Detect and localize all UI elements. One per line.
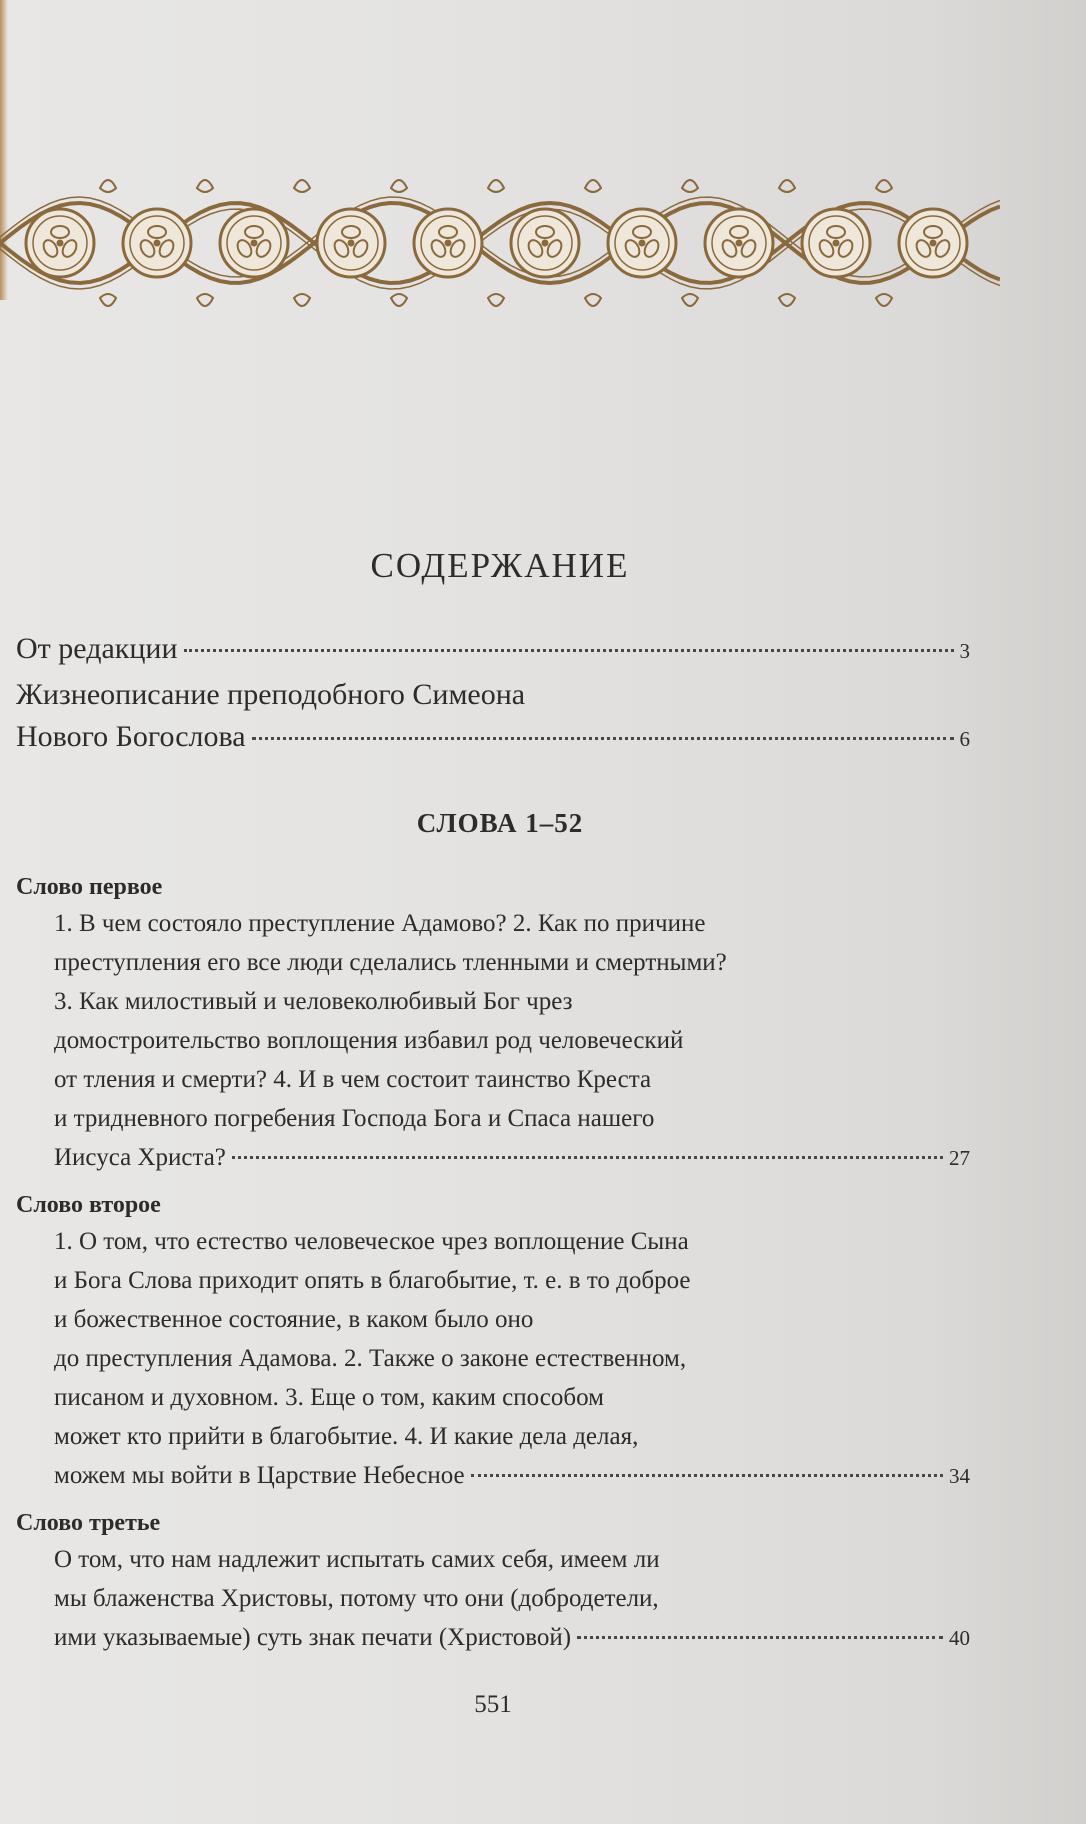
dot-leader xyxy=(577,1636,943,1639)
toc-page-number: 34 xyxy=(949,1464,970,1488)
slovo-summary-line: О том, что нам надлежит испытать самих себя, имеем ли xyxy=(54,1546,660,1573)
slovo-summary-line: преступления его все люди сделались тленными и смертными? xyxy=(54,949,727,976)
toc-page-number: 3 xyxy=(959,639,970,663)
page-title: СОДЕРЖАНИЕ xyxy=(370,546,630,585)
toc-entry-title: От редакции xyxy=(16,632,178,665)
slovo-summary-line: может кто прийти в благобытие. 4. И какие дела делая, xyxy=(54,1423,639,1450)
dot-leader xyxy=(252,737,954,740)
toc-entry-slovo-2 xyxy=(54,1462,970,1490)
slovo-summary-line: до преступления Адамова. 2. Также о законе естественном, xyxy=(54,1345,687,1372)
section-heading: СЛОВА 1–52 xyxy=(416,808,584,838)
dot-leader xyxy=(232,1156,943,1159)
slovo-summary-line: Иисуса Христа? xyxy=(54,1144,226,1171)
slovo-summary-line: 1. В чем состояло преступление Адамово? 2. Как по причине xyxy=(54,910,706,937)
slovo-summary-line: домостроительство воплощения избавил род человеческий xyxy=(54,1027,684,1054)
slovo-summary-line: 1. О том, что естество человеческое чрез воплощение Сына xyxy=(54,1228,689,1255)
toc-page-number: 27 xyxy=(949,1146,970,1170)
slovo-summary-line: ими указываемые) суть знак печати (Христовой) xyxy=(54,1624,572,1651)
slovo-summary-line: и тридневного погребения Господа Бога и Спаса нашего xyxy=(54,1105,655,1132)
slovo-summary-line: от тления и смерти? 4. И в чем состоит таинство Креста xyxy=(54,1066,652,1093)
slovo-summary-line: и божественное состояние, в каком было оно xyxy=(54,1306,534,1333)
slovo-summary-line: можем мы войти в Царствие Небесное xyxy=(54,1462,465,1489)
toc-entry-slovo-3 xyxy=(54,1624,970,1652)
dot-leader xyxy=(184,649,954,652)
slovo-summary-line: 3. Как милостивый и человеколюбивый Бог чрез xyxy=(54,988,573,1015)
toc-page-number: 6 xyxy=(959,727,970,751)
toc-entry-from-editors xyxy=(16,632,970,666)
toc-page-number: 40 xyxy=(949,1626,970,1650)
slovo-title: Слово первое xyxy=(16,874,163,900)
slovo-title: Слово третье xyxy=(16,1510,161,1536)
slovo-summary-line: мы блаженства Христовы, потому что они (добродетели, xyxy=(54,1585,659,1612)
slovo-summary-line: и Бога Слова приходит опять в благобытие, т. е. в то доброе xyxy=(54,1267,691,1294)
toc-entry-title-line: Жизнеописание преподобного Симеона xyxy=(16,678,526,711)
ornamental-header-band xyxy=(0,168,1000,318)
toc-entry-title: Нового Богослова xyxy=(16,720,246,753)
dot-leader xyxy=(471,1474,943,1477)
slovo-title: Слово второе xyxy=(16,1192,161,1218)
slovo-summary-line: писаном и духовном. 3. Еще о том, каким способом xyxy=(54,1384,604,1411)
page-number: 551 xyxy=(474,1691,512,1718)
toc-entry-biography xyxy=(16,720,970,754)
toc-entry-slovo-1 xyxy=(54,1144,970,1172)
